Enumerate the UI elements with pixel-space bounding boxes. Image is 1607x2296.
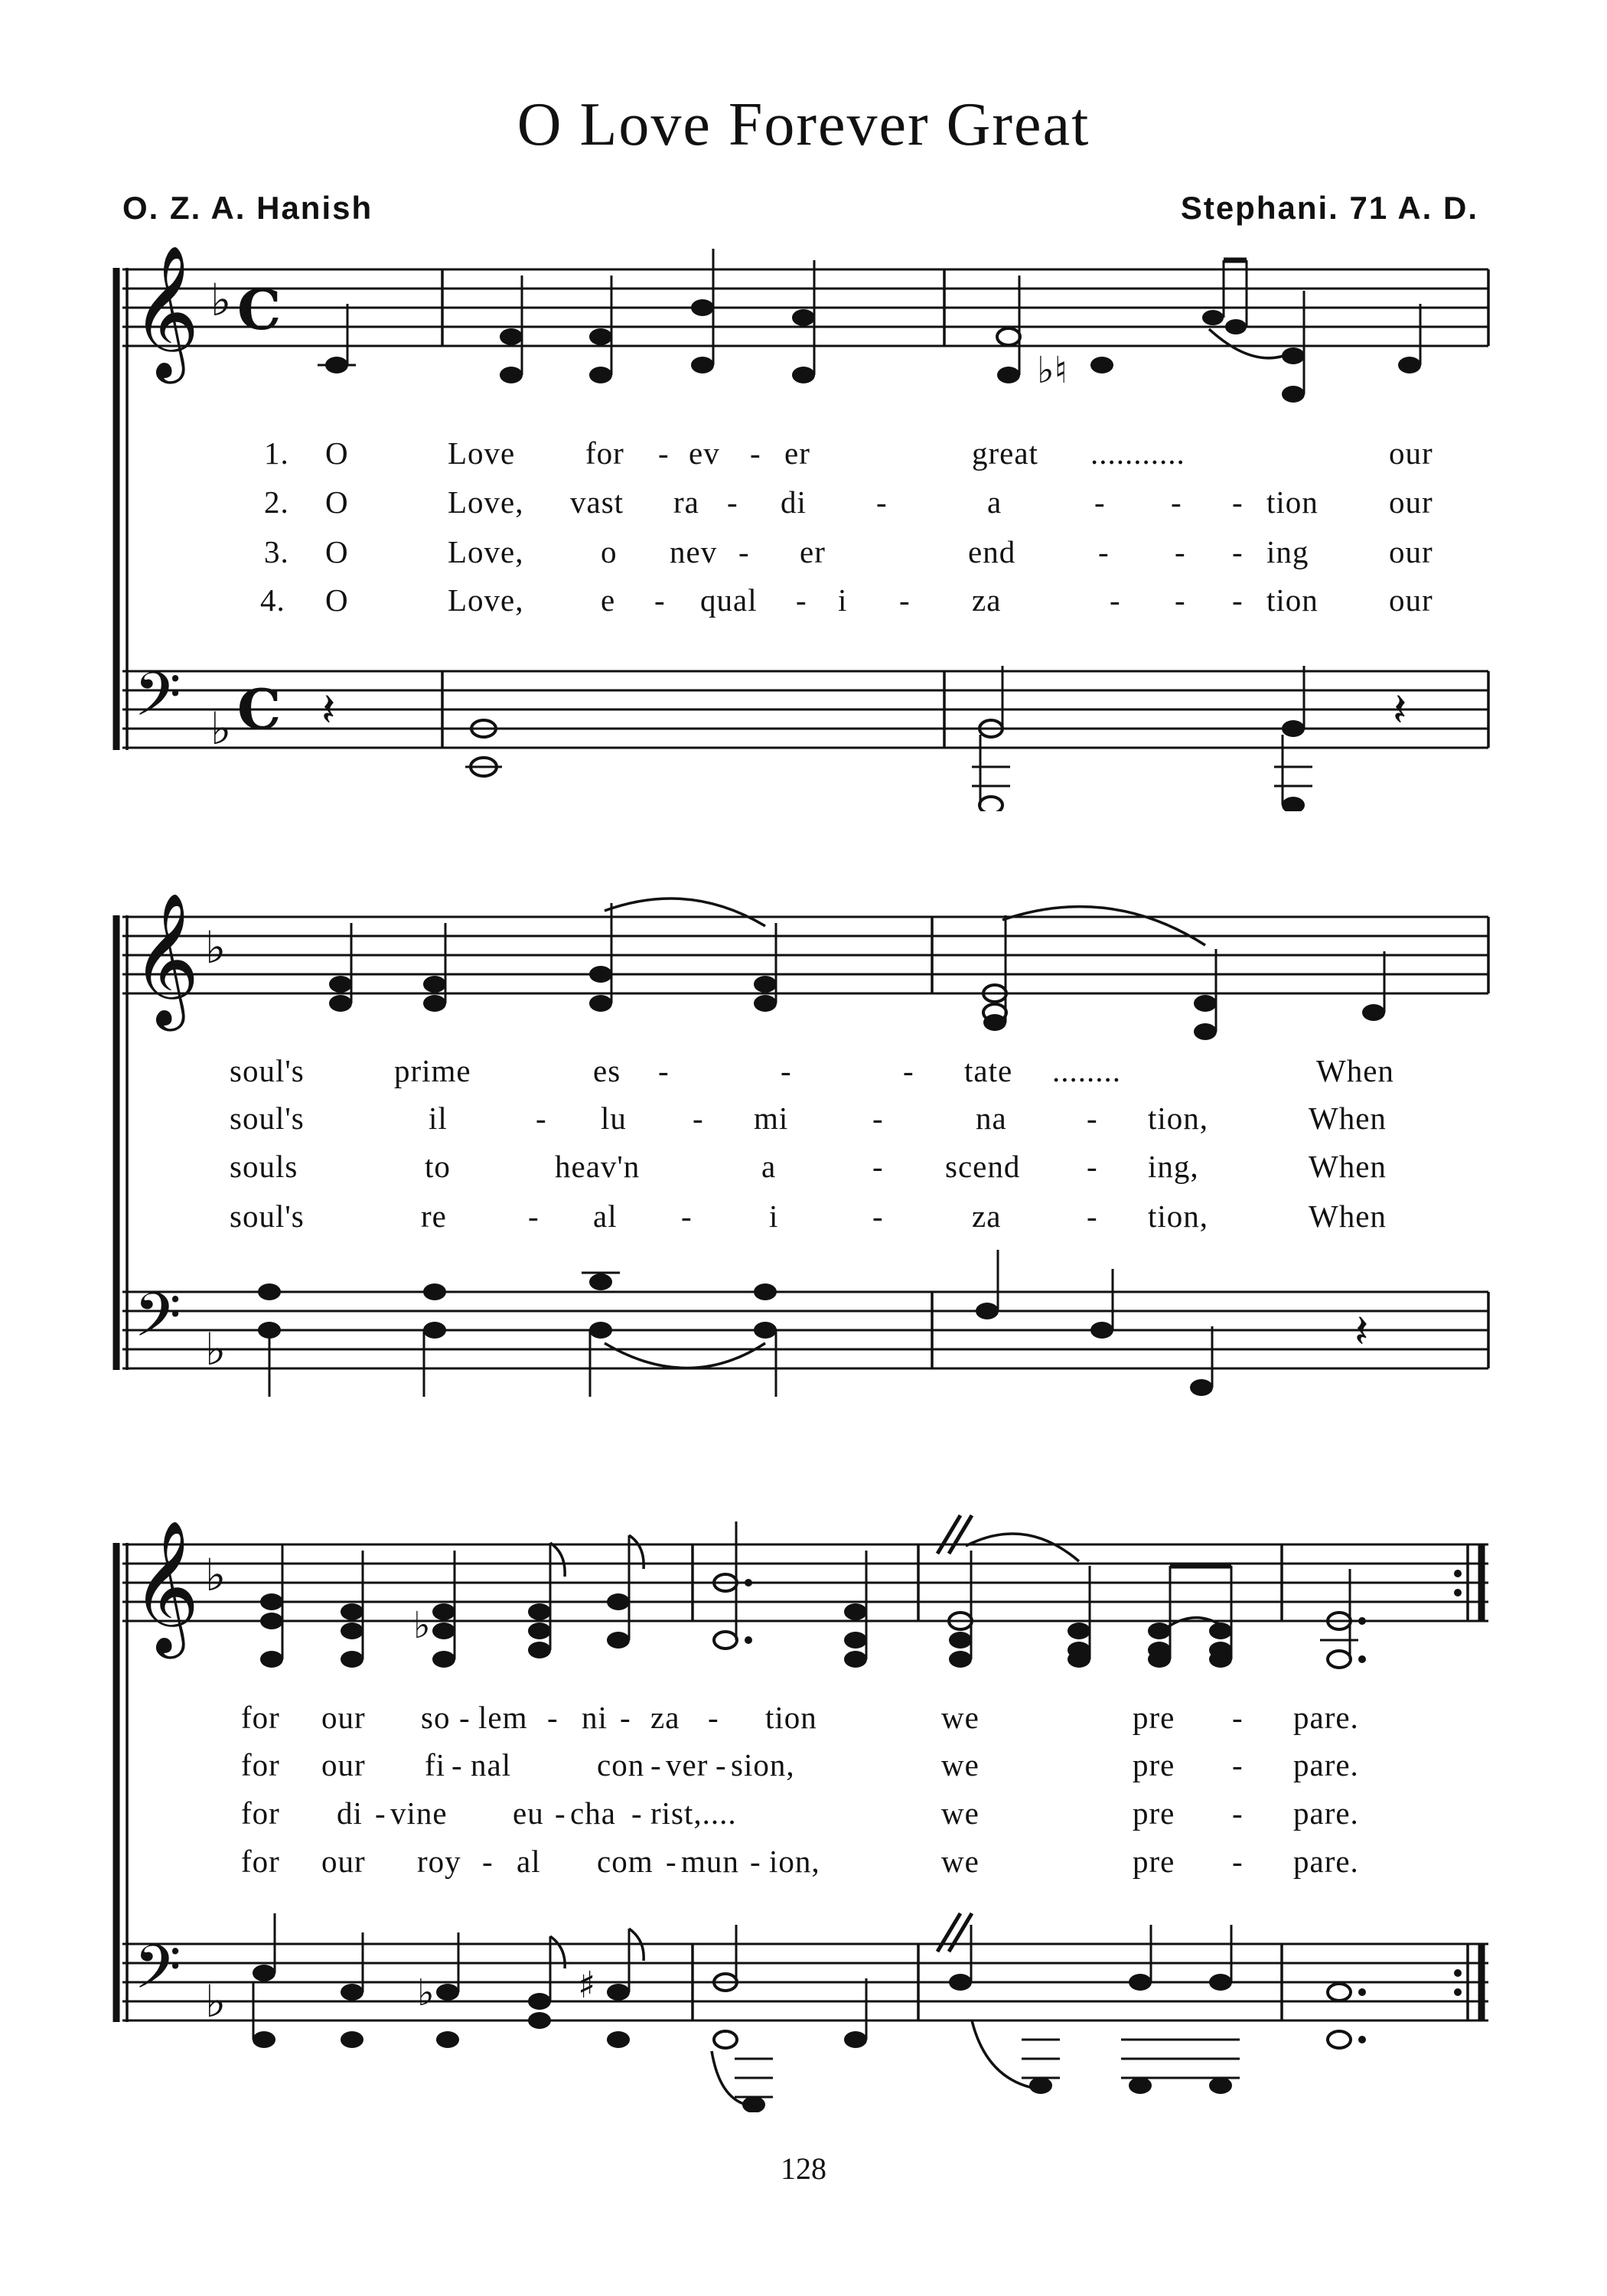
- verse-4-lyrics: [0, 1198, 1607, 1244]
- bass-notes: [321, 666, 1407, 811]
- lyric-syllable: pare.: [1293, 1795, 1359, 1831]
- flat-icon: ♭: [205, 1549, 227, 1601]
- lyric-syllable: our: [321, 1747, 366, 1782]
- lyric-syllable: -: [1087, 1149, 1098, 1184]
- lyric-syllable: er: [800, 534, 826, 569]
- verse-2-lyrics: [0, 1746, 1607, 1792]
- lyric-syllable: es: [593, 1053, 621, 1088]
- lyric-syllable: our: [1389, 484, 1433, 520]
- lyric-syllable: When: [1309, 1149, 1387, 1184]
- lyric-syllable: When: [1309, 1199, 1387, 1234]
- lyric-syllable: souls: [230, 1149, 298, 1184]
- treble-staff: [122, 1544, 1488, 1621]
- treble-clef-icon: 𝄞: [132, 1520, 200, 1653]
- lyric-syllable: pare.: [1293, 1700, 1359, 1735]
- verse-3-lyrics: [0, 1148, 1607, 1194]
- lyric-syllable: 1.: [264, 435, 289, 471]
- lyric-syllable: fi: [425, 1747, 446, 1782]
- lyric-syllable: for: [241, 1795, 280, 1831]
- flat-icon: ♭: [205, 921, 227, 974]
- lyric-syllable: a: [987, 484, 1002, 520]
- lyric-syllable: nev: [670, 534, 718, 569]
- bass-clef-icon: 𝄢: [134, 659, 181, 745]
- lyric-syllable: 2.: [264, 484, 289, 520]
- lyric-syllable: -: [781, 1053, 792, 1088]
- lyric-syllable: -: [1232, 484, 1244, 520]
- lyric-syllable: tion: [765, 1700, 817, 1735]
- lyric-syllable: -: [1232, 1844, 1244, 1879]
- lyric-syllable: na: [976, 1101, 1007, 1136]
- lyric-syllable: -: [872, 1149, 884, 1184]
- lyric-syllable: ...........: [1090, 435, 1185, 471]
- lyric-syllable: our: [1389, 435, 1433, 471]
- bass-staff: [122, 1292, 1488, 1368]
- lyric-syllable: e: [601, 582, 616, 618]
- lyric-syllable: con: [597, 1747, 645, 1782]
- lyric-syllable: -: [1232, 1747, 1244, 1782]
- caesura-icon: [937, 1913, 972, 1952]
- lyric-syllable: for: [241, 1700, 280, 1735]
- lyric-syllable: za: [972, 1199, 1002, 1234]
- lyric-syllable: er: [784, 435, 810, 471]
- lyric-syllable: -: [1232, 534, 1244, 569]
- lyric-syllable: Love,: [448, 582, 524, 618]
- lyric-syllable: re: [421, 1199, 447, 1234]
- lyric-syllable: i: [838, 582, 848, 618]
- lyric-syllable: -: [1094, 484, 1106, 520]
- lyric-syllable: pare.: [1293, 1747, 1359, 1782]
- svg-text:♭♮: ♭♮: [1037, 349, 1068, 392]
- flat-icon: ♭: [210, 703, 232, 755]
- common-time-icon: C: [237, 677, 282, 742]
- lyric-syllable: il: [429, 1101, 448, 1136]
- lyric-syllable: we: [941, 1700, 980, 1735]
- verse-4-lyrics: [0, 582, 1607, 628]
- bass-clef-icon: 𝄢: [134, 1932, 181, 2017]
- lyric-syllable: cha: [570, 1795, 616, 1831]
- lyric-syllable: we: [941, 1747, 980, 1782]
- treble-staff: [122, 917, 1488, 993]
- lyric-syllable: al: [517, 1844, 541, 1879]
- lyric-syllable: -: [681, 1199, 693, 1234]
- lyric-syllable: -: [528, 1199, 539, 1234]
- lyric-syllable: prime: [394, 1053, 471, 1088]
- svg-text:♭: ♭: [417, 1971, 435, 2014]
- lyric-syllable: -: [1087, 1101, 1098, 1136]
- lyric-syllable: -: [876, 484, 888, 520]
- lyric-syllable: -: [654, 582, 666, 618]
- lyricist-credit: O. Z. A. Hanish: [122, 190, 373, 226]
- lyric-syllable: our: [1389, 582, 1433, 618]
- verse-1-lyrics: [0, 1699, 1607, 1745]
- lyric-syllable: tion,: [1148, 1101, 1209, 1136]
- lyric-syllable: -: [1232, 1795, 1244, 1831]
- lyric-syllable: -: [903, 1053, 914, 1088]
- lyric-syllable: qual: [700, 582, 758, 618]
- lyric-syllable: -: [650, 1747, 662, 1782]
- lyric-syllable: -: [1232, 1700, 1244, 1735]
- lyric-syllable: our: [321, 1844, 366, 1879]
- treble-clef-icon: 𝄞: [132, 892, 200, 1026]
- svg-text:𝄽: 𝄽: [1354, 1305, 1369, 1358]
- lyric-syllable: -: [631, 1795, 643, 1831]
- lyric-syllable: lem: [478, 1700, 528, 1735]
- lyric-syllable: za: [650, 1700, 680, 1735]
- lyric-syllable: O: [325, 484, 349, 520]
- lyric-syllable: When: [1309, 1101, 1387, 1136]
- lyric-syllable: mun: [681, 1844, 739, 1879]
- lyric-syllable: -: [727, 484, 738, 520]
- page-number: 128: [781, 2151, 826, 2186]
- lyric-syllable: -: [547, 1700, 559, 1735]
- lyric-syllable: soul's: [230, 1053, 305, 1088]
- lyric-syllable: -: [899, 582, 911, 618]
- lyric-syllable: pre: [1133, 1844, 1175, 1879]
- lyric-syllable: -: [750, 1844, 761, 1879]
- svg-text:♯: ♯: [578, 1964, 596, 2007]
- lyric-syllable: -: [693, 1101, 704, 1136]
- lyric-syllable: pare.: [1293, 1844, 1359, 1879]
- svg-text:𝄽: 𝄽: [321, 683, 336, 737]
- lyric-syllable: -: [1232, 582, 1244, 618]
- lyric-syllable: vine: [390, 1795, 448, 1831]
- lyric-syllable: tion: [1266, 582, 1319, 618]
- lyric-syllable: sion,: [731, 1747, 795, 1782]
- lyric-syllable: -: [451, 1747, 463, 1782]
- lyric-syllable: -: [1098, 534, 1110, 569]
- lyric-syllable: end: [968, 534, 1016, 569]
- lyric-syllable: -: [482, 1844, 494, 1879]
- lyric-syllable: -: [536, 1101, 547, 1136]
- lyric-syllable: to: [425, 1149, 451, 1184]
- verse-3-lyrics: [0, 533, 1607, 579]
- lyric-syllable: 3.: [264, 534, 289, 569]
- lyric-syllable: we: [941, 1795, 980, 1831]
- flat-icon: ♭: [210, 274, 232, 326]
- lyric-syllable: pre: [1133, 1700, 1175, 1735]
- treble-staff: [122, 269, 1488, 346]
- lyric-syllable: O: [325, 435, 349, 471]
- lyric-syllable: di: [781, 484, 807, 520]
- lyric-syllable: pre: [1133, 1747, 1175, 1782]
- verse-1-lyrics: [0, 435, 1607, 481]
- lyric-syllable: Love,: [448, 534, 524, 569]
- lyric-syllable: pre: [1133, 1795, 1175, 1831]
- lyric-syllable: com: [597, 1844, 654, 1879]
- lyric-syllable: for: [241, 1844, 280, 1879]
- lyric-syllable: soul's: [230, 1199, 305, 1234]
- lyric-syllable: -: [750, 435, 761, 471]
- lyric-syllable: ion,: [769, 1844, 820, 1879]
- lyric-syllable: soul's: [230, 1101, 305, 1136]
- composer-credit: Stephani. 71 A. D.: [1180, 190, 1478, 226]
- lyric-syllable: ver: [666, 1747, 709, 1782]
- lyric-syllable: -: [872, 1199, 884, 1234]
- svg-text:♭: ♭: [413, 1604, 431, 1647]
- bass-clef-icon: 𝄢: [134, 1280, 181, 1365]
- lyric-syllable: ni: [582, 1700, 608, 1735]
- svg-text:𝄽: 𝄽: [1393, 683, 1407, 737]
- lyric-syllable: -: [1175, 582, 1186, 618]
- lyric-syllable: ing,: [1148, 1149, 1199, 1184]
- verse-2-lyrics: [0, 1100, 1607, 1146]
- verse-2-lyrics: [0, 484, 1607, 530]
- lyric-syllable: lu: [601, 1101, 627, 1136]
- lyric-syllable: for: [585, 435, 624, 471]
- lyric-syllable: 4.: [260, 582, 285, 618]
- lyric-syllable: rist,....: [650, 1795, 737, 1831]
- lyric-syllable: Love,: [448, 484, 524, 520]
- lyric-syllable: we: [941, 1844, 980, 1879]
- lyric-syllable: -: [459, 1700, 471, 1735]
- lyric-syllable: When: [1316, 1053, 1394, 1088]
- lyric-syllable: al: [593, 1199, 618, 1234]
- lyric-syllable: our: [321, 1700, 366, 1735]
- verse-1-lyrics: [0, 1052, 1607, 1098]
- lyric-syllable: -: [375, 1795, 386, 1831]
- lyric-syllable: -: [738, 534, 750, 569]
- lyric-syllable: mi: [754, 1101, 789, 1136]
- treble-notes: [329, 899, 1385, 1040]
- lyric-syllable: a: [761, 1149, 777, 1184]
- lyric-syllable: -: [1087, 1199, 1098, 1234]
- lyric-syllable: -: [620, 1700, 631, 1735]
- lyric-syllable: nal: [471, 1747, 512, 1782]
- lyric-syllable: roy: [417, 1844, 461, 1879]
- common-time-icon: C: [237, 277, 282, 342]
- lyric-syllable: ev: [689, 435, 720, 471]
- caesura-icon: [937, 1515, 972, 1554]
- bass-notes: [258, 1250, 1368, 1397]
- lyric-syllable: for: [241, 1747, 280, 1782]
- lyric-syllable: so: [421, 1700, 451, 1735]
- lyric-syllable: tate: [964, 1053, 1013, 1088]
- lyric-syllable: Love: [448, 435, 516, 471]
- lyric-syllable: -: [708, 1700, 719, 1735]
- lyric-syllable: -: [1175, 534, 1186, 569]
- lyric-syllable: vast: [570, 484, 624, 520]
- lyric-syllable: -: [872, 1101, 884, 1136]
- flat-icon: ♭: [205, 1323, 227, 1375]
- lyric-syllable: -: [666, 1844, 677, 1879]
- hymn-title: O Love Forever Great: [517, 91, 1090, 158]
- lyric-syllable: za: [972, 582, 1002, 618]
- lyric-syllable: -: [796, 582, 807, 618]
- lyric-syllable: O: [325, 534, 349, 569]
- lyric-syllable: great: [972, 435, 1038, 471]
- lyric-syllable: -: [1171, 484, 1182, 520]
- lyric-syllable: o: [601, 534, 618, 569]
- lyric-syllable: -: [555, 1795, 566, 1831]
- lyric-syllable: heav'n: [555, 1149, 641, 1184]
- lyric-syllable: -: [658, 1053, 670, 1088]
- lyric-syllable: ra: [673, 484, 699, 520]
- lyric-syllable: our: [1389, 534, 1433, 569]
- bass-staff: [122, 1944, 1488, 2020]
- lyric-syllable: ing: [1266, 534, 1309, 569]
- lyric-syllable: i: [769, 1199, 779, 1234]
- lyric-syllable: tion,: [1148, 1199, 1209, 1234]
- verse-4-lyrics: [0, 1843, 1607, 1889]
- treble-clef-icon: 𝄞: [132, 245, 200, 378]
- lyric-syllable: O: [325, 582, 349, 618]
- verse-3-lyrics: [0, 1795, 1607, 1841]
- lyric-syllable: -: [715, 1747, 727, 1782]
- lyric-syllable: eu: [513, 1795, 544, 1831]
- lyric-syllable: tion: [1266, 484, 1319, 520]
- lyric-syllable: -: [1110, 582, 1121, 618]
- lyric-syllable: di: [337, 1795, 363, 1831]
- lyric-syllable: scend: [945, 1149, 1021, 1184]
- flat-icon: ♭: [205, 1975, 227, 2027]
- lyric-syllable: ........: [1052, 1053, 1121, 1088]
- lyric-syllable: -: [658, 435, 670, 471]
